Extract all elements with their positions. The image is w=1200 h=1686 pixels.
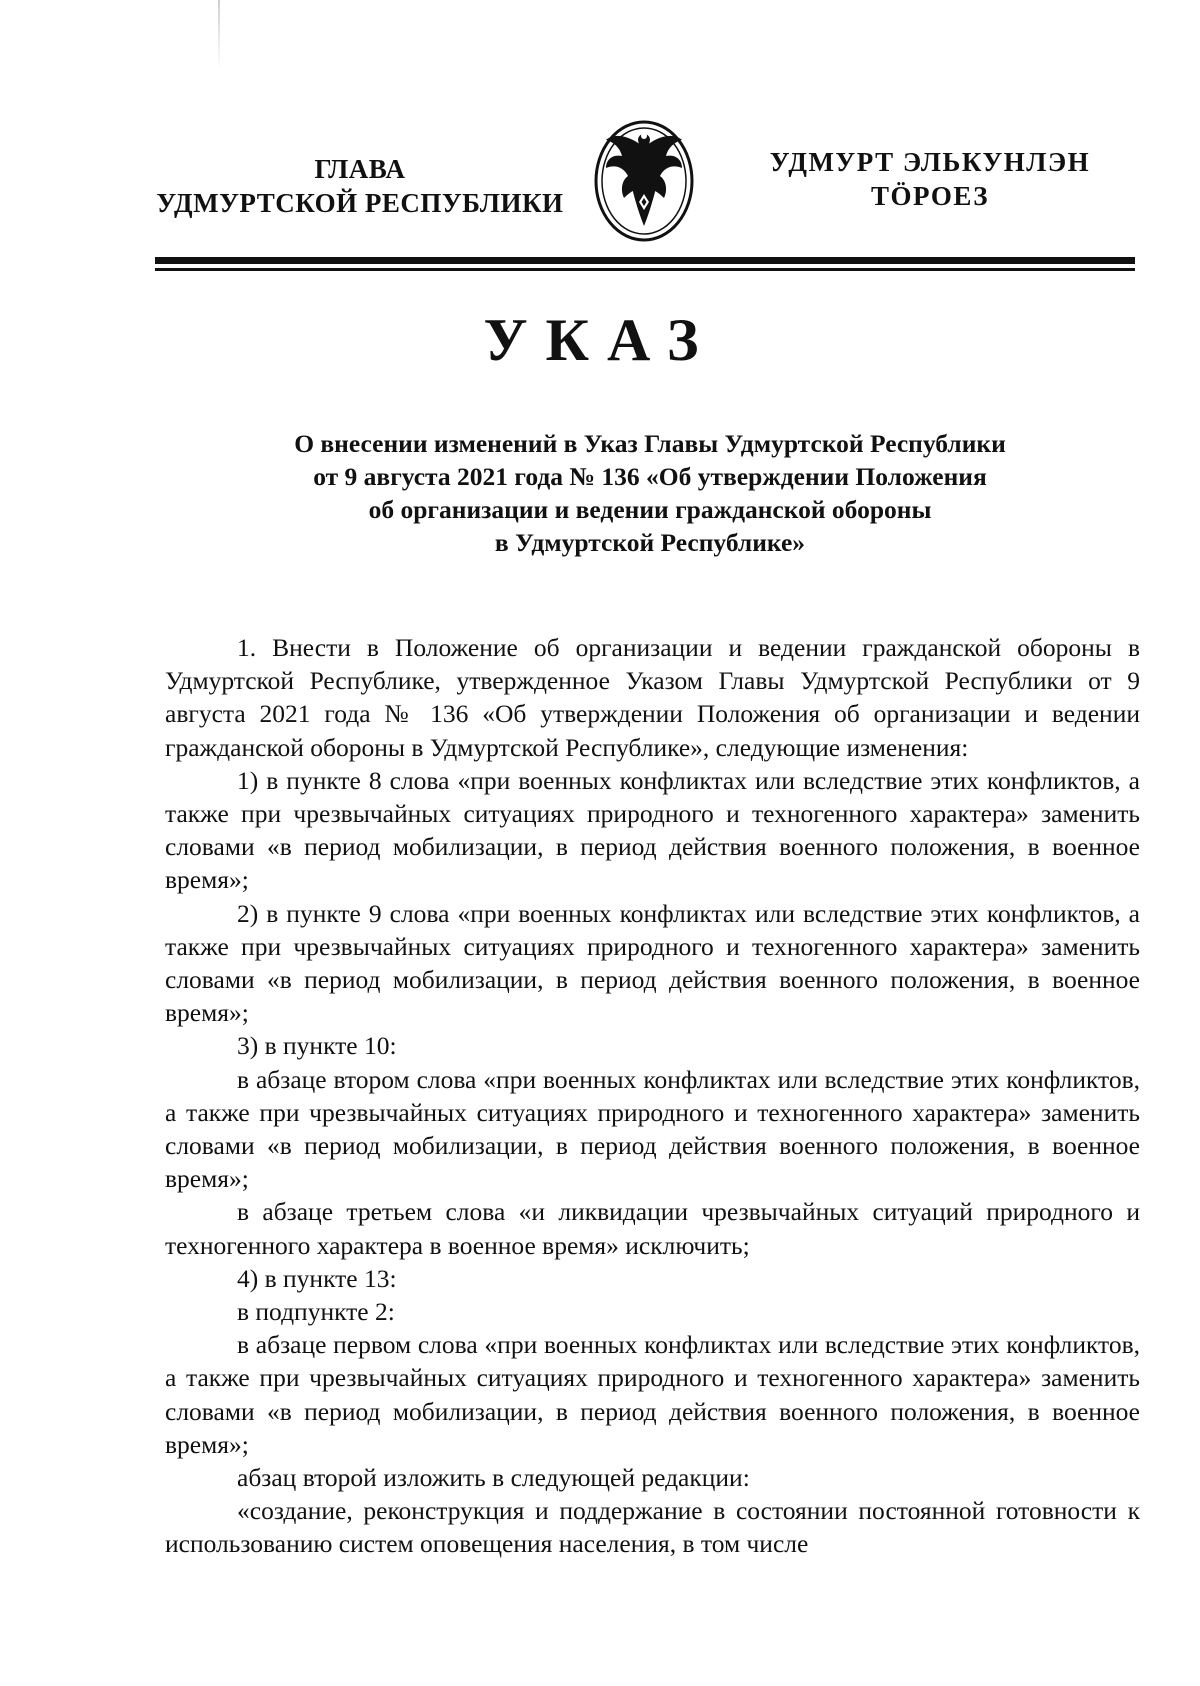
body-paragraph-1: 1. Внести в Положение об организации и ведении гражданской обороны в Удмуртской Республике, утвержденное Указом Главы Удмуртской Республики от 9 августа 2021 года № 136 «Об утверждении Положения об организации и ведении гражданской обороны в Удмуртской Республике», следующие изменения: — [165, 633, 1140, 762]
body-paragraph-4: 3) в пункте 10: — [237, 1031, 397, 1061]
header-right-block — [740, 145, 1120, 213]
udmurt-coat-of-arms-icon — [592, 118, 696, 244]
decree-subject — [160, 427, 1140, 559]
body-paragraph-9: в абзаце первом слова «при военных конфликтах или вследствие этих конфликтов, а также при чрезвычайных ситуациях природного и техногенного характера» заменить словами «в период мобилизации, в период действия военного положения, в военное время»; — [165, 1330, 1140, 1459]
body-paragraph-3: 2) в пункте 9 слова «при военных конфликтах или вследствие этих конфликтов, а также при чрезвычайных ситуациях природного и техногенного характера» заменить словами «в период мобилизации, в период действия военного положения, в военное время»; — [165, 898, 1140, 1028]
subject-line3: об организации и ведении гражданской обороны — [368, 495, 932, 524]
header-left-block — [150, 152, 570, 220]
body-paragraph-11: «создание, реконструкция и поддержание в состоянии постоянной готовности к использованию систем оповещения населения, в том числе — [165, 1496, 1140, 1559]
body-paragraph-7: 4) в пункте 13: — [237, 1263, 397, 1293]
document-header — [0, 0, 1200, 260]
body-paragraph-2: 1) в пункте 8 слова «при военных конфликтах или вследствие этих конфликтов, а также при чрезвычайных ситуациях природного и техногенного характера» заменить словами «в период мобилизации, в период действия военного положения, в военное время»; — [165, 765, 1140, 895]
header-divider-thick — [155, 257, 1135, 264]
header-left-line1: ГЛАВА — [314, 154, 406, 184]
header-right-line2: ТӦРОЕЗ — [871, 181, 989, 211]
body-paragraph-10: абзац второй изложить в следующей редакции: — [237, 1463, 750, 1493]
header-right-line1: УДМУРТ ЭЛЬКУНЛЭН — [769, 147, 1091, 177]
subject-line2: от 9 августа 2021 года № 136 «Об утверждении Положения — [313, 462, 987, 491]
decree-title: УКАЗ — [483, 307, 717, 373]
body-paragraph-6: в абзаце третьем слова «и ликвидации чрезвычайных ситуаций природного и техногенного характера в военное время» исключить; — [165, 1197, 1140, 1260]
header-divider-thin — [155, 268, 1135, 271]
decree-body — [165, 631, 1140, 1561]
subject-line4: в Удмуртской Республике» — [494, 528, 806, 557]
subject-line1: О внесении изменений в Указ Главы Удмуртской Республики — [294, 429, 1006, 458]
header-left-line2: УДМУРТСКОЙ РЕСПУБЛИКИ — [156, 188, 564, 218]
body-paragraph-5: в абзаце втором слова «при военных конфликтах или вследствие этих конфликтов, а также при чрезвычайных ситуациях природного и техногенного характера» заменить словами «в период мобилизации, в период действия военного положения, в военное время»; — [165, 1064, 1140, 1194]
body-paragraph-8: в подпункте 2: — [237, 1297, 395, 1327]
